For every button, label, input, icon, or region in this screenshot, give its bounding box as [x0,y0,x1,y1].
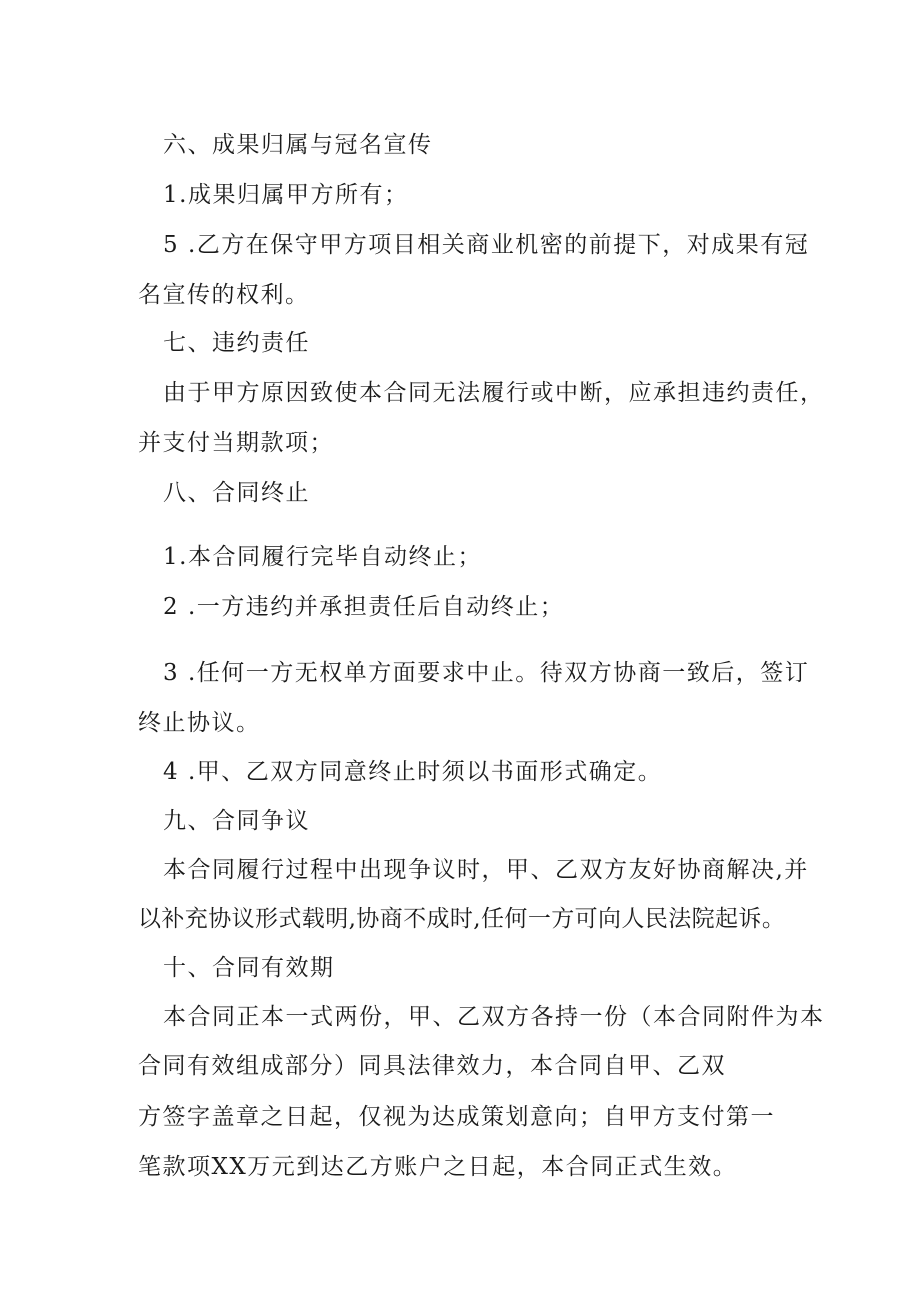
section-9-para-line-1: 本合同履行过程中出现争议时，甲、乙双方友好协商解决,并 [163,857,809,883]
section-7-para-line-2: 并支付当期款项； [138,430,334,456]
section-8-item-4: 4 .甲、乙双方同意终止时须以书面形式确定。 [163,759,663,785]
section-6-item-2-line-1: 5 .乙方在保守甲方项目相关商业机密的前提下，对成果有冠 [163,232,810,258]
section-10-para-line-4: 笔款项XX万元到达乙方账户之日起，本合同正式生效。 [138,1154,738,1180]
section-8-heading: 八、合同终止 [163,480,310,506]
section-6-item-1: 1.成果归属甲方所有； [163,182,409,208]
section-10-para-line-2: 合同有效组成部分）同具法律效力，本合同自甲、乙双 [138,1053,726,1079]
section-8-item-3-line-2: 终止协议。 [138,710,261,736]
section-10-para-line-3: 方签字盖章之日起，仅视为达成策划意向；自甲方支付第一 [138,1104,775,1130]
section-10-para-line-1: 本合同正本一式两份，甲、乙双方各持一份（本合同附件为本 [163,1004,825,1030]
section-8-item-2: 2 .一方违约并承担责任后自动终止； [163,594,565,620]
section-9-heading: 九、合同争议 [163,808,310,834]
section-10-heading: 十、合同有效期 [163,955,335,981]
section-9-para-line-2: 以补充协议形式载明,协商不成时,任何一方可向人民法院起诉。 [138,906,786,932]
section-7-heading: 七、违约责任 [163,330,310,356]
section-8-item-3-line-1: 3 .任何一方无权单方面要求中止。待双方协商一致后，签订 [163,660,810,686]
section-6-item-2-line-2: 名宣传的权利。 [138,282,310,308]
section-6-heading: 六、成果归属与冠名宣传 [163,132,433,158]
section-7-para-line-1: 由于甲方原因致使本合同无法履行或中断，应承担违约责任， [163,380,825,406]
section-8-item-1: 1.本合同履行完毕自动终止； [163,544,482,570]
